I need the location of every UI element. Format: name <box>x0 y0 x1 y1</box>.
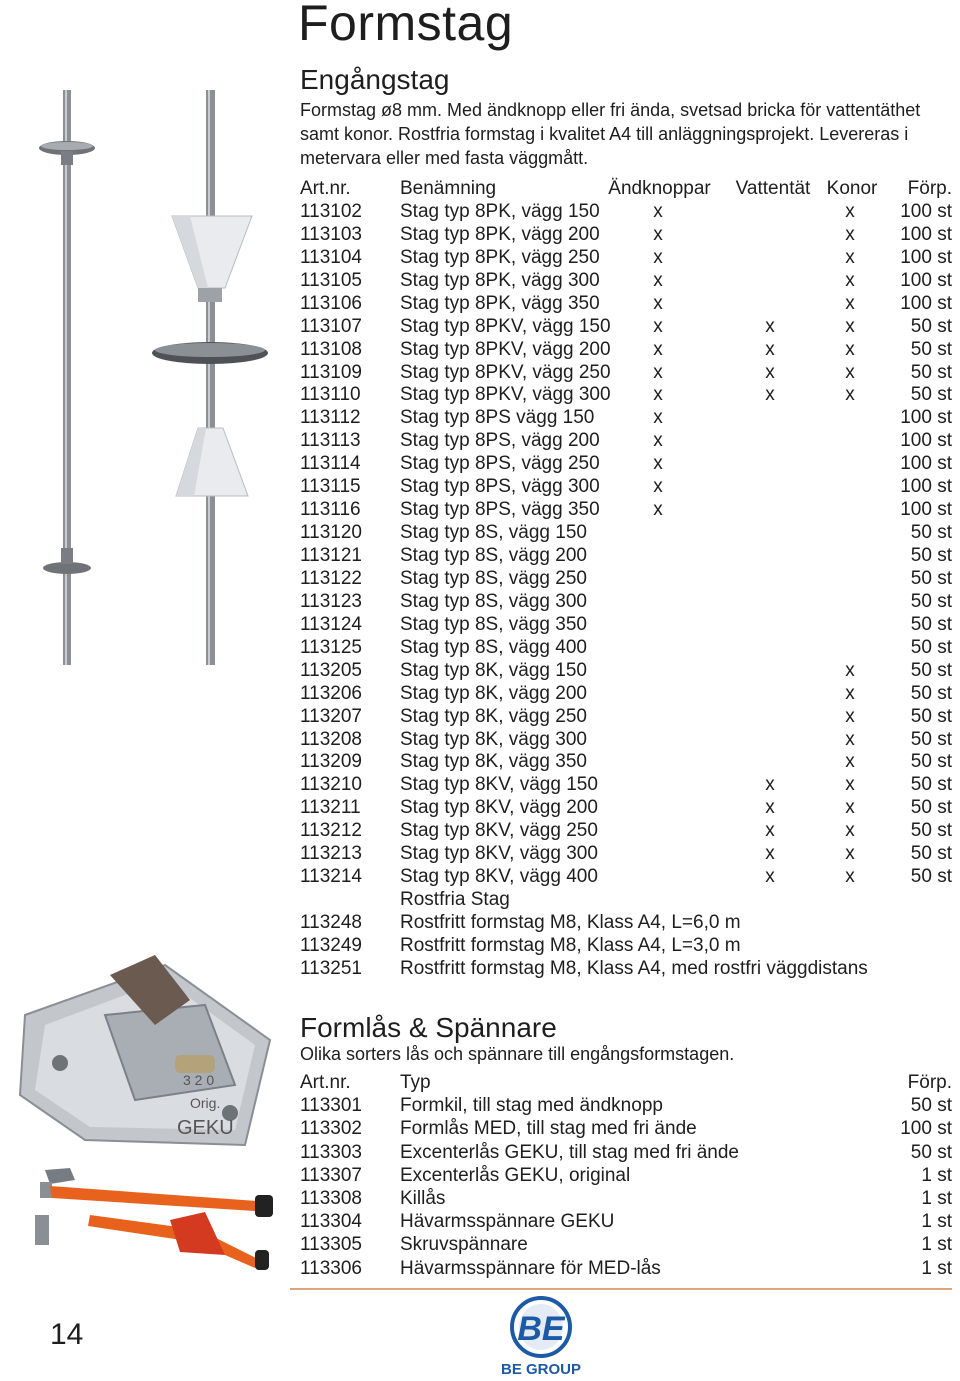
benamning: Stag typ 8PKV, vägg 300 <box>400 384 611 406</box>
table-row <box>300 1141 952 1164</box>
table-row <box>300 774 952 797</box>
konor-mark: x <box>845 315 855 337</box>
benamning: Rostfritt formstag M8, Klass A4, med rostfri väggdistans <box>400 957 868 979</box>
benamning: Stag typ 8PK, vägg 200 <box>400 223 600 245</box>
andknoppar-mark: x <box>653 384 663 406</box>
table-row <box>300 751 952 774</box>
table-row <box>300 476 952 499</box>
table-row <box>300 1164 952 1187</box>
vattentat-mark: x <box>765 338 775 360</box>
forpackning: 50 st <box>910 545 952 566</box>
art-nr: 113106 <box>300 292 362 314</box>
benamning: Stag typ 8KV, vägg 400 <box>400 866 598 888</box>
table-row <box>300 660 952 683</box>
table-row <box>300 545 952 568</box>
typ: Excenterlås GEKU, original <box>400 1164 631 1186</box>
vattentat-mark: x <box>765 361 775 383</box>
konor-mark: x <box>845 728 855 750</box>
art-nr: 113211 <box>300 797 361 819</box>
andknoppar-mark: x <box>653 407 663 429</box>
art-nr: 113304 <box>300 1211 362 1233</box>
forpackning: 100 st <box>900 223 952 245</box>
benamning: Stag typ 8K, vägg 200 <box>400 682 587 704</box>
header-forp: Förp. <box>907 1072 952 1093</box>
benamning: Stag typ 8PS vägg 150 <box>400 407 595 429</box>
art-nr: 113213 <box>300 843 362 865</box>
forpackning: 50 st <box>910 1141 952 1163</box>
plate-text-320: 3 2 0 <box>183 1072 215 1088</box>
art-nr: 113113 <box>300 430 361 452</box>
forpackning: 50 st <box>910 361 952 383</box>
art-nr: 113108 <box>300 338 362 360</box>
art-nr: 113251 <box>300 957 362 979</box>
table-row <box>300 1257 952 1280</box>
benamning: Stag typ 8PK, vägg 350 <box>400 292 600 314</box>
page-title: Formstag <box>298 0 514 51</box>
forpackning: 1 st <box>921 1187 952 1209</box>
table-row <box>300 843 952 866</box>
andknoppar-mark: x <box>653 269 663 291</box>
typ: Formlås MED, till stag med fri ände <box>400 1118 697 1140</box>
art-nr: 113205 <box>300 659 362 681</box>
art-nr: 113303 <box>300 1141 362 1163</box>
benamning: Stag typ 8S, vägg 150 <box>400 522 587 544</box>
art-nr: 113214 <box>300 866 362 888</box>
forpackning: 50 st <box>910 1095 952 1117</box>
benamning: Stag typ 8PKV, vägg 150 <box>400 315 611 337</box>
table-row <box>300 430 952 453</box>
forpackning: 50 st <box>910 384 952 406</box>
logo-name: BE GROUP <box>500 1361 582 1378</box>
forpackning: 100 st <box>900 246 952 268</box>
art-nr: 113125 <box>300 636 362 658</box>
forpackning: 50 st <box>910 613 952 635</box>
andknoppar-mark: x <box>653 338 663 360</box>
konor-mark: x <box>845 751 855 773</box>
forpackning: 1 st <box>921 1257 952 1279</box>
typ: Killås <box>400 1187 446 1209</box>
table-row <box>300 407 952 430</box>
benamning: Stag typ 8KV, vägg 150 <box>400 774 598 796</box>
forpackning: 50 st <box>910 774 952 796</box>
vattentat-mark: x <box>765 866 775 888</box>
lever-tensioner-photo <box>30 1160 280 1280</box>
art-nr: 113306 <box>300 1257 362 1279</box>
konor-mark: x <box>845 338 855 360</box>
forpackning: 50 st <box>910 843 952 865</box>
vattentat-mark: x <box>765 774 775 796</box>
header-vattentat: Vattentät <box>735 178 811 199</box>
konor-mark: x <box>845 843 855 865</box>
konor-mark: x <box>845 866 855 888</box>
benamning: Stag typ 8PKV, vägg 200 <box>400 338 611 360</box>
benamning: Stag typ 8KV, vägg 300 <box>400 843 598 865</box>
art-nr: 113112 <box>300 407 361 429</box>
forpackning: 50 st <box>910 590 952 612</box>
typ: Skruvspännare <box>400 1234 528 1256</box>
forpackning: 100 st <box>900 407 952 429</box>
vattentat-mark: x <box>765 843 775 865</box>
forpackning: 50 st <box>910 567 952 589</box>
benamning: Stag typ 8KV, vägg 200 <box>400 797 598 819</box>
andknoppar-mark: x <box>653 223 663 245</box>
forpackning: 100 st <box>900 269 952 291</box>
formstag-photo <box>30 88 280 668</box>
be-group-logo <box>496 1296 586 1378</box>
konor-mark: x <box>845 659 855 681</box>
logo-mark: BE <box>517 1310 565 1348</box>
konor-mark: x <box>845 200 855 222</box>
andknoppar-mark: x <box>653 499 663 521</box>
andknoppar-mark: x <box>653 200 663 222</box>
table-row <box>300 1210 952 1233</box>
art-nr: 113105 <box>300 269 362 291</box>
table-row <box>300 591 952 614</box>
forpackning: 100 st <box>900 1118 952 1140</box>
andknoppar-mark: x <box>653 430 663 452</box>
art-nr: 113109 <box>300 361 362 383</box>
forpackning: 100 st <box>900 292 952 314</box>
table-row <box>300 729 952 752</box>
table-row <box>300 958 952 981</box>
andknoppar-mark: x <box>653 453 663 475</box>
art-nr: 113122 <box>300 567 362 589</box>
art-nr: 113206 <box>300 682 362 704</box>
forpackning: 50 st <box>910 820 952 842</box>
forpackning: 100 st <box>900 476 952 498</box>
benamning: Stag typ 8S, vägg 250 <box>400 567 587 589</box>
forpackning: 100 st <box>900 453 952 475</box>
art-nr: 113123 <box>300 590 362 612</box>
table-row <box>300 820 952 843</box>
art-nr: 113207 <box>300 705 362 727</box>
section-title-engangstag: Engångstag <box>300 64 450 95</box>
header-andknoppar: Ändknoppar <box>608 178 711 199</box>
forpackning: 50 st <box>910 682 952 704</box>
andknoppar-mark: x <box>653 315 663 337</box>
art-nr: 113121 <box>300 545 362 566</box>
forpackning: 50 st <box>910 636 952 658</box>
tensioner-handle-top <box>50 1186 270 1212</box>
section-description: Formstag ø8 mm. Med ändknopp eller fri ända, svetsad bricka för vattentäthet samt konor. Rostfria formstag i kvalitet A4 till anläggningsprojekt. Levereras i metervara eller med fasta väggmått. <box>300 100 921 168</box>
art-nr: 113248 <box>300 912 362 933</box>
forpackning: 50 st <box>910 866 952 888</box>
art-nr: 113114 <box>300 453 361 475</box>
table-row <box>300 1187 952 1210</box>
konor-mark: x <box>845 797 855 819</box>
table-row <box>300 201 952 224</box>
forpackning: 1 st <box>921 1211 952 1233</box>
benamning: Stag typ 8PS, vägg 200 <box>400 430 600 452</box>
table-row <box>300 1117 952 1140</box>
konor-mark: x <box>845 705 855 727</box>
konor-mark: x <box>845 223 855 245</box>
table-row <box>300 935 952 958</box>
andknoppar-mark: x <box>653 361 663 383</box>
benamning: Stag typ 8PK, vägg 150 <box>400 200 600 222</box>
art-nr: 113209 <box>300 751 362 773</box>
benamning: Stag typ 8K, vägg 250 <box>400 705 587 727</box>
table-row <box>300 384 952 407</box>
konor-mark: x <box>845 246 855 268</box>
forpackning: 1 st <box>921 1234 952 1256</box>
table-row <box>300 453 952 476</box>
table-row <box>300 568 952 591</box>
header-benamning: Benämning <box>400 178 497 199</box>
art-nr: 113116 <box>300 499 361 521</box>
table-row <box>300 316 952 339</box>
benamning: Stag typ 8K, vägg 150 <box>400 659 587 681</box>
benamning: Stag typ 8K, vägg 350 <box>400 751 587 773</box>
art-nr: 113249 <box>300 934 362 956</box>
forpackning: 50 st <box>910 797 952 819</box>
forpackning: 50 st <box>910 728 952 750</box>
art-nr: 113308 <box>300 1187 362 1209</box>
table-row <box>300 224 952 247</box>
benamning: Stag typ 8K, vägg 300 <box>400 728 587 750</box>
forpackning: 50 st <box>910 338 952 360</box>
andknoppar-mark: x <box>653 292 663 314</box>
table-row <box>300 293 952 316</box>
section-description-2: Olika sorters lås och spännare till engångsformstagen. <box>300 1044 735 1064</box>
forpackning: 50 st <box>910 751 952 773</box>
table-row <box>300 522 952 545</box>
benamning: Stag typ 8S, vägg 400 <box>400 636 587 658</box>
benamning: Stag typ 8PKV, vägg 250 <box>400 361 611 383</box>
konor-mark: x <box>845 361 855 383</box>
konor-mark: x <box>845 269 855 291</box>
plate-text-geku: GEKU <box>177 1117 234 1139</box>
forpackning: 50 st <box>910 705 952 727</box>
plate-text-orig: Orig. <box>190 1095 221 1111</box>
forpackning: 1 st <box>921 1164 952 1186</box>
konor-mark: x <box>845 292 855 314</box>
art-nr: 113124 <box>300 613 362 635</box>
benamning: Stag typ 8PK, vägg 250 <box>400 246 600 268</box>
art-nr: 113110 <box>300 384 361 406</box>
art-nr: 113212 <box>300 820 362 842</box>
art-nr: 113307 <box>300 1164 362 1186</box>
page-number: 14 <box>50 1318 84 1351</box>
typ: Hävarmsspännare GEKU <box>400 1211 615 1233</box>
tie-rod-right <box>206 90 215 665</box>
art-nr: 113302 <box>300 1118 362 1140</box>
art-nr: 113301 <box>300 1095 362 1117</box>
vattentat-mark: x <box>765 797 775 819</box>
benamning: Stag typ 8S, vägg 350 <box>400 613 587 635</box>
art-nr: 113305 <box>300 1234 362 1256</box>
andknoppar-mark: x <box>653 246 663 268</box>
benamning: Stag typ 8S, vägg 200 <box>400 545 587 566</box>
product-table-engangstag <box>300 178 952 981</box>
benamning: Stag typ 8PK, vägg 300 <box>400 269 600 291</box>
benamning: Rostfritt formstag M8, Klass A4, L=3,0 m <box>400 934 741 956</box>
forpackning: 50 st <box>910 522 952 544</box>
art-nr: 113115 <box>300 476 361 498</box>
forpackning: 50 st <box>910 315 952 337</box>
benamning: Rostfria Stag <box>400 889 510 911</box>
table-header <box>300 1071 952 1094</box>
table-header <box>300 178 952 201</box>
product-table-formlas <box>300 1071 952 1280</box>
table-row <box>300 1233 952 1256</box>
typ: Hävarmsspännare för MED-lås <box>400 1257 661 1279</box>
forpackning: 100 st <box>900 430 952 452</box>
header-konor: Konor <box>826 178 878 199</box>
art-nr: 113210 <box>300 774 362 796</box>
table-row <box>300 637 952 660</box>
benamning: Stag typ 8KV, vägg 250 <box>400 820 598 842</box>
art-nr: 113107 <box>300 315 362 337</box>
table-row <box>300 889 952 912</box>
art-nr: 113120 <box>300 522 362 544</box>
forpackning: 50 st <box>910 659 952 681</box>
section-title-formlas: Formlås & Spännare <box>300 1012 557 1043</box>
art-nr: 113208 <box>300 728 362 750</box>
table-row <box>300 247 952 270</box>
header-art-nr: Art.nr. <box>300 178 351 199</box>
andknoppar-mark: x <box>653 476 663 498</box>
benamning: Stag typ 8PS, vägg 300 <box>400 476 600 498</box>
konor-mark: x <box>845 774 855 796</box>
header-art-nr: Art.nr. <box>300 1072 351 1093</box>
forpackning: 100 st <box>900 499 952 521</box>
vattentat-mark: x <box>765 315 775 337</box>
vattentat-mark: x <box>765 820 775 842</box>
table-row <box>300 866 952 889</box>
table-row <box>300 270 952 293</box>
table-row <box>300 797 952 820</box>
art-nr: 113102 <box>300 200 362 222</box>
header-typ: Typ <box>400 1072 431 1093</box>
benamning: Stag typ 8PS, vägg 350 <box>400 499 600 521</box>
art-nr: 113104 <box>300 246 362 268</box>
art-nr: 113103 <box>300 223 362 245</box>
konor-mark: x <box>845 682 855 704</box>
table-row <box>300 362 952 385</box>
table-row <box>300 499 952 522</box>
table-row <box>300 1094 952 1117</box>
konor-mark: x <box>845 384 855 406</box>
header-forp: Förp. <box>907 178 952 199</box>
typ: Formkil, till stag med ändknopp <box>400 1095 663 1117</box>
table-row <box>300 912 952 935</box>
table-row <box>300 706 952 729</box>
geku-clamp-photo <box>15 945 280 1150</box>
footer-divider <box>290 1288 952 1290</box>
konor-mark: x <box>845 820 855 842</box>
forpackning: 100 st <box>900 200 952 222</box>
table-row <box>300 339 952 362</box>
typ: Excenterlås GEKU, till stag med fri ände <box>400 1141 739 1163</box>
vattentat-mark: x <box>765 384 775 406</box>
table-row <box>300 683 952 706</box>
table-row <box>300 614 952 637</box>
benamning: Stag typ 8S, vägg 300 <box>400 590 587 612</box>
benamning: Stag typ 8PS, vägg 250 <box>400 453 600 475</box>
benamning: Rostfritt formstag M8, Klass A4, L=6,0 m <box>400 912 741 933</box>
